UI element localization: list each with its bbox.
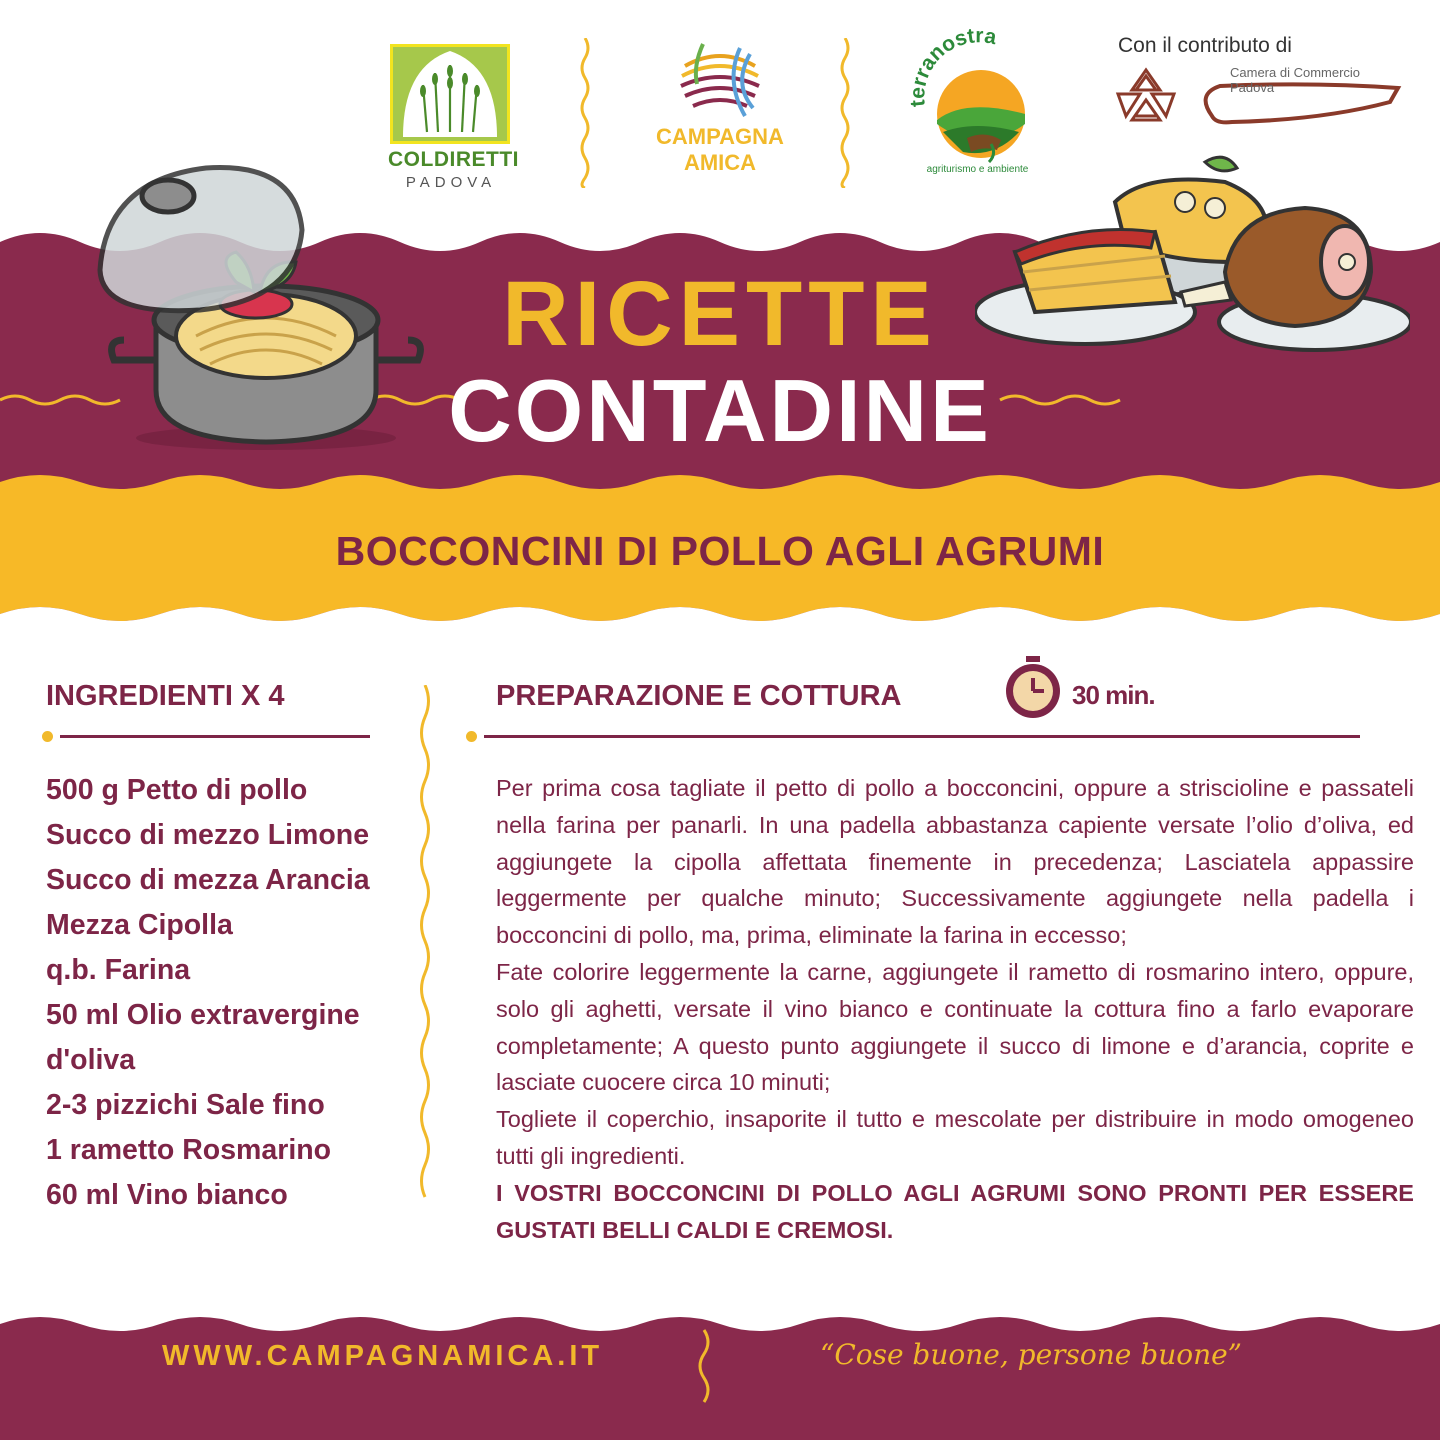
footer-band xyxy=(0,1310,1440,1440)
terranostra-sub: agriturismo e ambiente xyxy=(926,164,1029,175)
preparation-rule xyxy=(484,735,1360,738)
recipe-title: BOCCONCINI DI POLLO AGLI AGRUMI xyxy=(335,528,1105,574)
list-item: Mezza Cipolla xyxy=(46,909,233,941)
heading-dot xyxy=(42,731,53,742)
list-item: Succo di mezzo Limone xyxy=(46,819,370,851)
list-item: 1 rametto Rosmarino xyxy=(46,1134,332,1166)
footer-slogan: “Cose buone, persone buone” xyxy=(820,1338,1242,1371)
website-link[interactable]: WWW.CAMPAGNAMICA.IT xyxy=(162,1340,604,1372)
camera-commercio-logo xyxy=(1112,60,1412,140)
list-item: 60 ml Vino bianco xyxy=(46,1179,288,1211)
list-item: 50 ml Olio extravergine xyxy=(46,999,360,1031)
cooking-time: 30 min. xyxy=(1072,680,1155,710)
preparation-paragraph: Togliete il coperchio, insaporite il tutto e mescolate per distribuire in modo omogeneo tutti gli ingredienti. xyxy=(496,1106,1414,1169)
list-item: Succo di mezza Arancia xyxy=(46,864,370,896)
wavy-divider xyxy=(838,38,852,188)
column-wavy-divider xyxy=(415,685,435,1200)
heading-dot xyxy=(466,731,477,742)
list-item: d'oliva xyxy=(46,1044,136,1076)
coldiretti-sub: PADOVA xyxy=(405,174,497,191)
coldiretti-name: COLDIRETTI xyxy=(388,148,519,171)
preparation-closing: I VOSTRI BOCCONCINI DI POLLO AGLI AGRUMI SONO PRONTI PER ESSERE GUSTATI BELLI CALDI E CREMOSI. xyxy=(496,1179,1414,1243)
wavy-divider xyxy=(578,38,592,188)
title-line-1: RICETTE xyxy=(502,263,938,365)
ingredients-rule xyxy=(60,735,370,738)
camera-line1: Camera di Commercio xyxy=(1230,65,1361,80)
contributo-label: Con il contributo di xyxy=(1118,34,1292,57)
preparation-heading: PREPARAZIONE E COTTURA xyxy=(496,680,902,712)
list-item: 500 g Petto di pollo xyxy=(46,774,308,806)
list-item: 2-3 pizzichi Sale fino xyxy=(46,1089,325,1121)
campagna-globe-icon xyxy=(645,36,795,126)
timer-icon xyxy=(1002,654,1064,720)
terranostra-emblem-icon xyxy=(905,28,1050,163)
preparation-paragraph: Fate colorire leggermente la carne, aggiungete il rametto di rosmarino intero, oppure, solo gli aghetti, versate il vino bianco e continuate la cottura fino a farlo evaporare completamente; A questo punto aggiungete il succo di limone e d’arancia, coprite e lasciate cuocere circa 10 minuti; xyxy=(496,958,1414,1096)
preparation-paragraph: Per prima cosa tagliate il petto di pollo a bocconcini, oppure a striscioline e passateli nella farina per panarli. In una padella abbastanza capiente versate l’olio d’oliva, ed aggiungete la cipolla affettata finemente in precedenza; Lasciatela appassire leggermente per qualche minuto; Successivamente aggiungete nella padella i bocconcini di pollo, ma, prima, eliminate la farina in eccesso; xyxy=(496,775,1414,949)
title-line-2: CONTADINE xyxy=(448,361,992,460)
ingredients-list xyxy=(46,768,426,1218)
campagna-line1: CAMPAGNA xyxy=(656,124,784,149)
coldiretti-emblem xyxy=(390,44,510,144)
ingredients-heading: INGREDIENTI X 4 xyxy=(46,680,285,712)
list-item: q.b. Farina xyxy=(46,954,191,986)
wheat-icon xyxy=(393,47,507,141)
preparation-text xyxy=(496,770,1414,1248)
camera-line2: Padova xyxy=(1230,80,1275,95)
campagna-line2: AMICA xyxy=(683,150,757,175)
campagna-amica-logo xyxy=(645,36,795,186)
terranostra-name: terranostra xyxy=(906,28,999,108)
